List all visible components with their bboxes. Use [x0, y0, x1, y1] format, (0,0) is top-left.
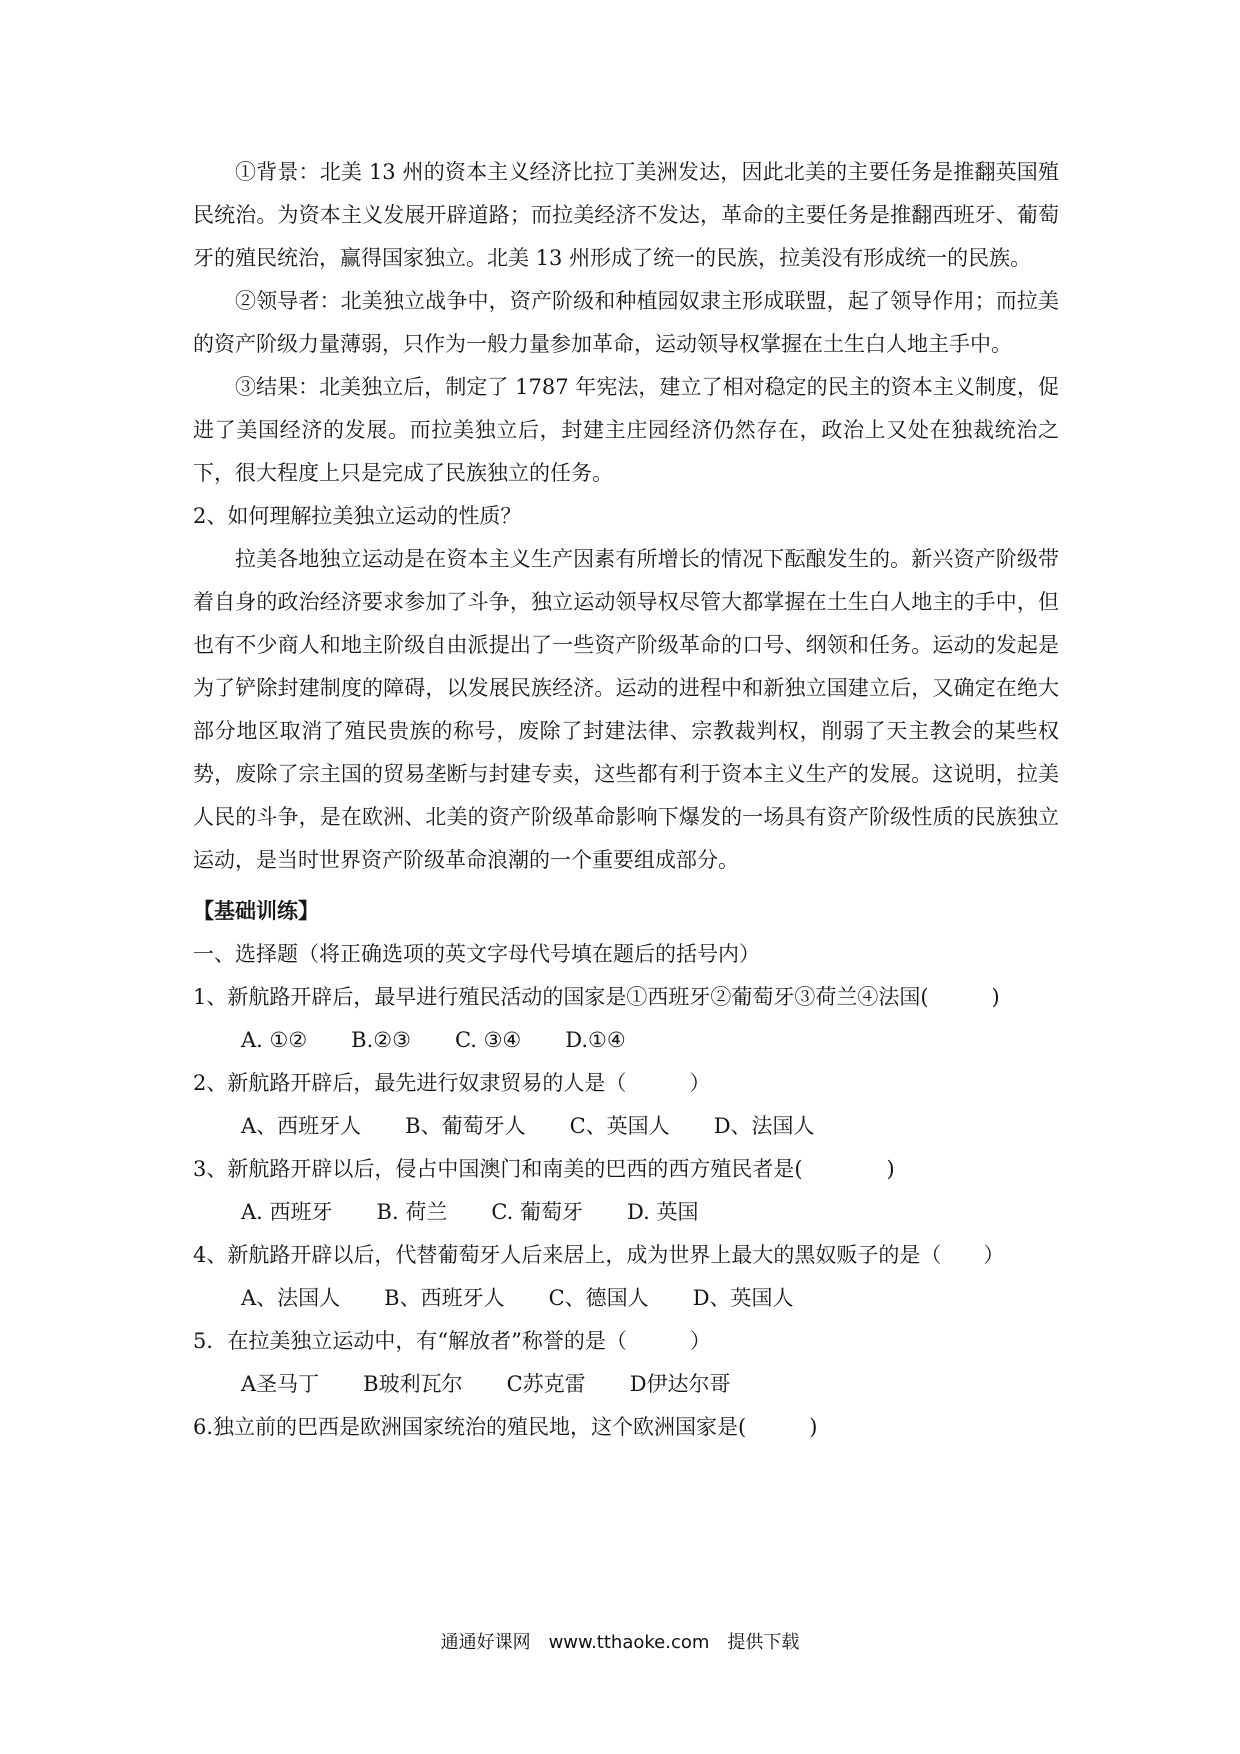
section-title: 【基础训练】 — [193, 899, 319, 923]
option-d: D.①④ — [565, 1028, 626, 1052]
question-1-options — [193, 1019, 1059, 1062]
question-4: 4、新航路开辟以后，代替葡萄牙人后来居上，成为世界上最大的黑奴贩子的是（ ） — [193, 1243, 1005, 1267]
option-a: A. 西班牙 — [241, 1200, 333, 1224]
option-b: B. 荷兰 — [376, 1200, 448, 1224]
question-2: 2、新航路开辟后，最先进行奴隶贸易的人是（ ） — [193, 1071, 711, 1095]
question-2-answer: 拉美各地独立运动是在资本主义生产因素有所增长的情况下酝酿发生的。新兴资产阶级带着自身的政治经济要求参加了斗争，独立运动领导权尽管大都掌握在土生白人地主的手中，但也有不少商人和地主阶级自由派提出了一些资产阶级革命的口号、纲领和任务。运动的发起是为了铲除封建制度的障碍，以发展民族经济。运动的进程中和新独立国建立后，又确定在绝大部分地区取消了殖民贵族的称号，废除了封建法律、宗教裁判权，削弱了天主教会的某些权势，废除了宗主国的贸易垄断与封建专卖，这些都有利于资本主义生产的发展。这说明，拉美人民的斗争，是在欧洲、北美的资产阶级革命影响下爆发的一场具有资产阶级性质的民族独立运动，是当时世界资产阶级革命浪潮的一个重要组成部分。 — [193, 547, 1059, 872]
instruction: 一、选择题（将正确选项的英文字母代号填在题后的括号内） — [193, 942, 760, 966]
option-c: C. 葡萄牙 — [491, 1200, 583, 1224]
option-a: A、西班牙人 — [241, 1114, 362, 1138]
option-a: A、法国人 — [241, 1286, 341, 1310]
option-c: C、德国人 — [548, 1286, 649, 1310]
option-c: C苏克雷 — [506, 1372, 586, 1396]
question-6: 6.独立前的巴西是欧洲国家统治的殖民地，这个欧洲国家是( ) — [193, 1415, 818, 1439]
question-5: 5．在拉美独立运动中，有“解放者”称誉的是（ ） — [193, 1329, 711, 1353]
option-a: A. ①② — [241, 1028, 308, 1052]
option-d: D、英国人 — [692, 1286, 794, 1310]
question-5-options — [193, 1363, 1059, 1406]
option-c: C. ③④ — [454, 1028, 522, 1052]
option-b: B、葡萄牙人 — [405, 1114, 526, 1138]
option-b: B玻利瓦尔 — [363, 1372, 463, 1396]
question-4-options — [193, 1277, 1059, 1320]
option-a: A圣马丁 — [241, 1372, 320, 1396]
option-c: C、英国人 — [569, 1114, 670, 1138]
option-d: D、法国人 — [713, 1114, 815, 1138]
question-2-options — [193, 1105, 1059, 1148]
paragraph-leaders: ②领导者：北美独立战争中，资产阶级和种植园奴隶主形成联盟，起了领导作用；而拉美的资产阶级力量薄弱，只作为一般力量参加革命，运动领导权掌握在土生白人地主手中。 — [193, 289, 1059, 356]
option-d: D. 英国 — [627, 1200, 699, 1224]
option-b: B.②③ — [351, 1028, 411, 1052]
question-1: 1、新航路开辟后，最早进行殖民活动的国家是①西班牙②葡萄牙③荷兰④法国( ) — [193, 985, 1000, 1009]
question-3: 3、新航路开辟以后，侵占中国澳门和南美的巴西的西方殖民者是( ) — [193, 1157, 895, 1181]
question-2-title: 2、如何理解拉美独立运动的性质？ — [193, 504, 522, 528]
question-3-options — [193, 1191, 1059, 1234]
paragraph-results: ③结果：北美独立后，制定了 1787 年宪法，建立了相对稳定的民主的资本主义制度，促进了美国经济的发展。而拉美独立后，封建主庄园经济仍然存在，政治上又处在独裁统治之下，很大程度上只是完成了民族独立的任务。 — [193, 375, 1059, 485]
page-content — [193, 151, 1059, 1449]
page-footer: 通通好课网 www.tthaoke.com 提供下载 — [440, 1632, 800, 1653]
paragraph-background: ①背景：北美 13 州的资本主义经济比拉丁美洲发达，因此北美的主要任务是推翻英国殖民统治。为资本主义发展开辟道路；而拉美经济不发达，革命的主要任务是推翻西班牙、葡萄牙的殖民统治，赢得国家独立。北美 13 州形成了统一的民族，拉美没有形成统一的民族。 — [193, 160, 1059, 270]
option-b: B、西班牙人 — [384, 1286, 505, 1310]
option-d: D伊达尔哥 — [629, 1372, 731, 1396]
